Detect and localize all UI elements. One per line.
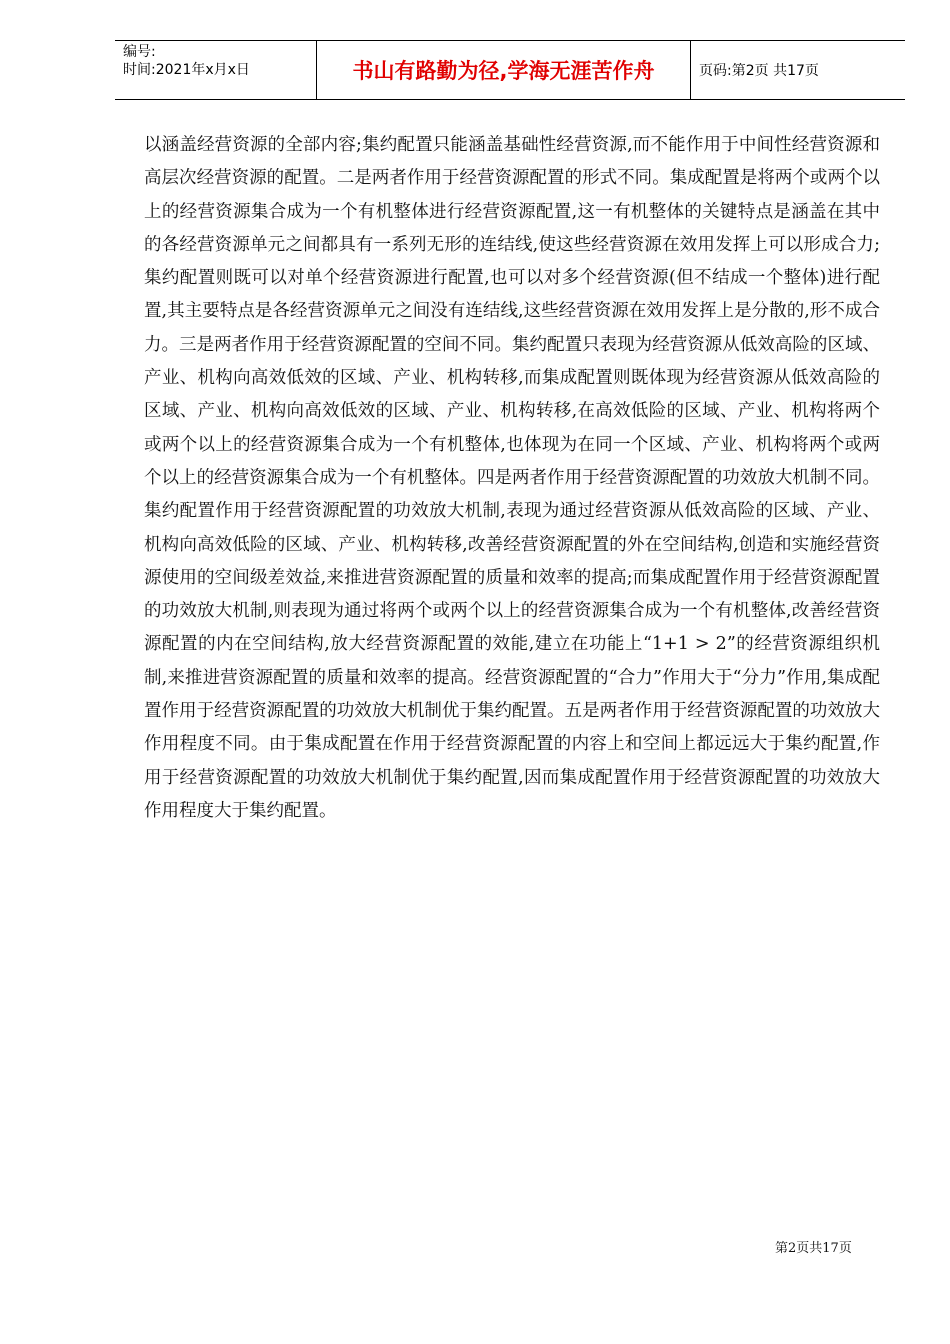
doc-time-label: 时间:2021年x月x日 — [123, 62, 250, 78]
footer-page-number: 第2页共17页 — [775, 1241, 852, 1256]
header-meta — [115, 41, 317, 99]
document-body — [144, 129, 880, 828]
header-motto: 书山有路勤为径,学海无涯苦作舟 — [317, 41, 691, 99]
header-page-info: 页码:第2页 共17页 — [699, 63, 819, 79]
doc-code-label: 编号: — [123, 44, 156, 60]
body-paragraph: 以涵盖经营资源的全部内容;集约配置只能涵盖基础性经营资源,而不能作用于中间性经营资源和高层次经营资源的配置。二是两者作用于经营资源配置的形式不同。集成配置是将两个或两个以上的经营资源集合成为一个有机整体进行经营资源配置,这一有机整体的关键特点是涵盖在其中的各经营资源单元之间都具有一系列无形的连结线,使这些经营资源在效用发挥上可以形成合力;集约配置则既可以对单个经营资源进行配置,也可以对多个经营资源(但不结成一个整体)进行配置,其主要特点是各经营资源单元之间没有连结线,这些经营资源在效用发挥上是分散的,形不成合力。三是两者作用于经营资源配置的空间不同。集约配置只表现为经营资源从低效高险的区域、产业、机构向高效低效的区域、产业、机构转移,而集成配置则既体现为经营资源从低效高险的区域、产业、机构向高效低效的区域、产业、机构转移,在高效低险的区域、产业、机构将两个或两个以上的经营资源集合成为一个有机整体,也体现为在同一个区域、产业、机构将两个或两个以上的经营资源集合成为一个有机整体。四是两者作用于经营资源配置的功效放大机制不同。集约配置作用于经营资源配置的功效放大机制,表现为通过经营资源从低效高险的区域、产业、机构向高效低险的区域、产业、机构转移,改善经营资源配置的外在空间结构,创造和实施经营资源使用的空间级差效益,来推进营资源配置的质量和效率的提高;而集成配置作用于经营资源配置的功效放大机制,则表现为通过将两个或两个以上的经营资源集合成为一个有机整体,改善经营资源配置的内在空间结构,放大经营资源配置的效能,建立在功能上“1+1 > 2”的经营资源组织机制,来推进营资源配置的质量和效率的提高。经营资源配置的“合力”作用大于“分力”作用,集成配置作用于经营资源配置的功效放大机制优于集约配置。五是两者作用于经营资源配置的功效放大作用程度不同。由于集成配置在作用于经营资源配置的内容上和空间上都远远大于集约配置,作用于经营资源配置的功效放大机制优于集约配置,因而集成配置作用于经营资源配置的功效放大作用程度大于集约配置。 — [144, 135, 880, 821]
page-header — [115, 40, 905, 100]
